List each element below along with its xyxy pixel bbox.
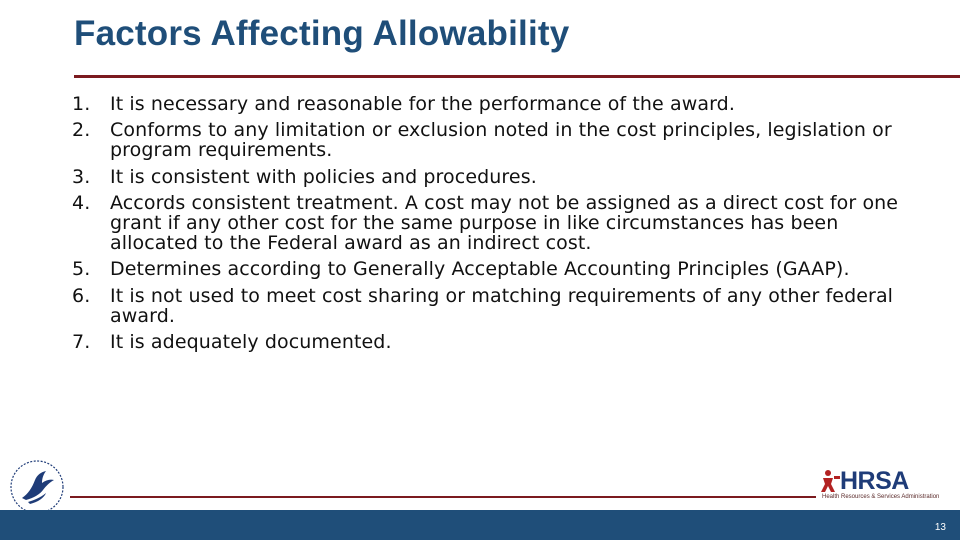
list-item-text: It is necessary and reasonable for the performance of the award. (110, 93, 735, 115)
list-item (70, 332, 910, 352)
list-item (70, 286, 910, 326)
footer-divider (70, 496, 816, 498)
list-item (70, 259, 910, 279)
hrsa-tagline: Health Resources & Services Administration (822, 494, 940, 500)
hrsa-logo (818, 468, 940, 504)
hrsa-wordmark: HRSA (840, 467, 909, 495)
list-item-number: 7. (72, 331, 91, 354)
list-item (70, 193, 910, 254)
list-item-number: 4. (72, 191, 91, 214)
list-item-text: It is not used to meet cost sharing or matching requirements of any other federal award. (110, 284, 894, 327)
page-number: 13 (934, 522, 946, 533)
footer-bar (0, 510, 960, 540)
allowability-factors-list (70, 94, 910, 358)
list-item-text: Conforms to any limitation or exclusion noted in the cost principles, legislation or program requirements. (110, 119, 892, 162)
title-divider (74, 75, 960, 78)
list-item-number: 6. (72, 284, 91, 307)
list-item-number: 1. (72, 93, 91, 115)
list-item-number: 2. (72, 119, 91, 142)
list-item (70, 120, 910, 160)
slide-title: Factors Affecting Allowability (74, 14, 570, 53)
hhs-eagle-seal-icon (8, 458, 66, 516)
list-item-text: It is adequately documented. (110, 331, 392, 354)
list-item-text: Accords consistent treatment. A cost may not be assigned as a direct cost for one grant if any other cost for the same purpose in like circumstances has been allocated to the Federal award as an indirect cost. (110, 191, 899, 255)
list-item (70, 167, 910, 187)
list-item-number: 5. (72, 258, 91, 281)
list-item (70, 94, 910, 114)
hrsa-figure-icon (820, 468, 842, 494)
list-item-text: Determines according to Generally Acceptable Accounting Principles (GAAP). (110, 258, 850, 281)
list-item-text: It is consistent with policies and procedures. (110, 165, 537, 188)
list-item-number: 3. (72, 165, 91, 188)
